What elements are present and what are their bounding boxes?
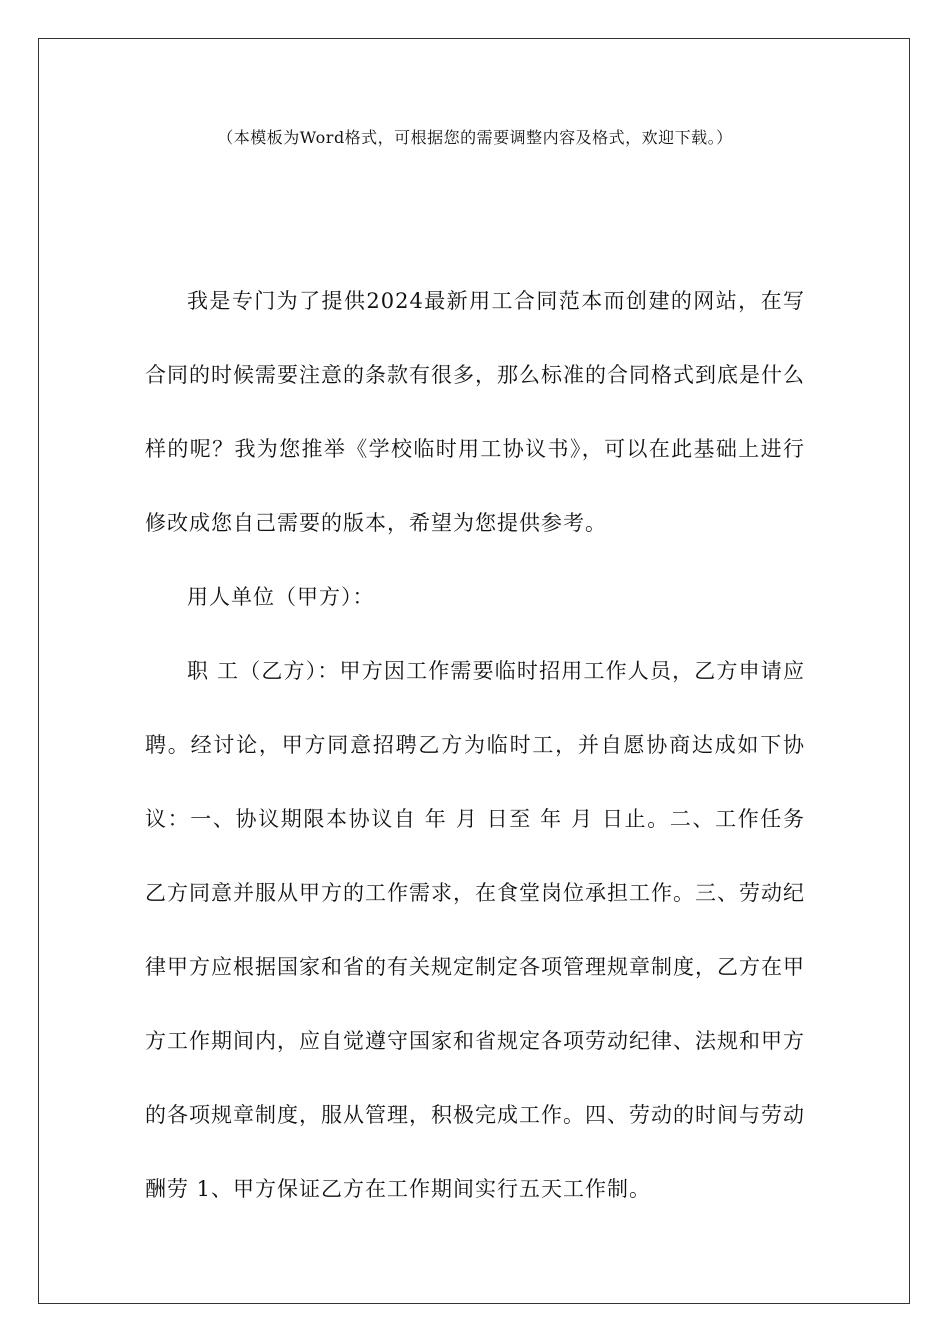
employer-line: 用人单位（甲方）： [187,585,375,609]
document-body [145,264,805,1226]
agreement-paragraph: 职 工（乙方）：甲方因工作需要临时招用工作人员，乙方申请应聘。经讨论，甲方同意招聘乙方为临时工，并自愿协商达成如下协议：一、协议期限本协议自 年 月 日至 年 月 日止。二、工作任务乙方同意并服从甲方的工作需求，在食堂岗位承担工作。三、劳动纪律甲方应根据国家和省的有关规定制定各项管理规章制度，乙方在甲方工作期间内，应自觉遵守国家和省规定各项劳动纪律、法规和甲方的各项规章制度，服从管理，积极完成工作。四、劳动的时间与劳动酬劳 1、甲方保证乙方在工作期间实行五天工作制。 [145,659,805,1201]
template-notice: （本模板为Word格式，可根据您的需要调整内容及格式，欢迎下载。） [217,128,733,147]
intro-paragraph: 我是专门为了提供2024最新用工合同范本而创建的网站，在写合同的时候需要注意的条款有很多，那么标准的合同格式到底是什么样的呢？我为您推举《学校临时用工协议书》，可以在此基础上进行修改成您自己需要的版本，希望为您提供参考。 [145,289,805,535]
